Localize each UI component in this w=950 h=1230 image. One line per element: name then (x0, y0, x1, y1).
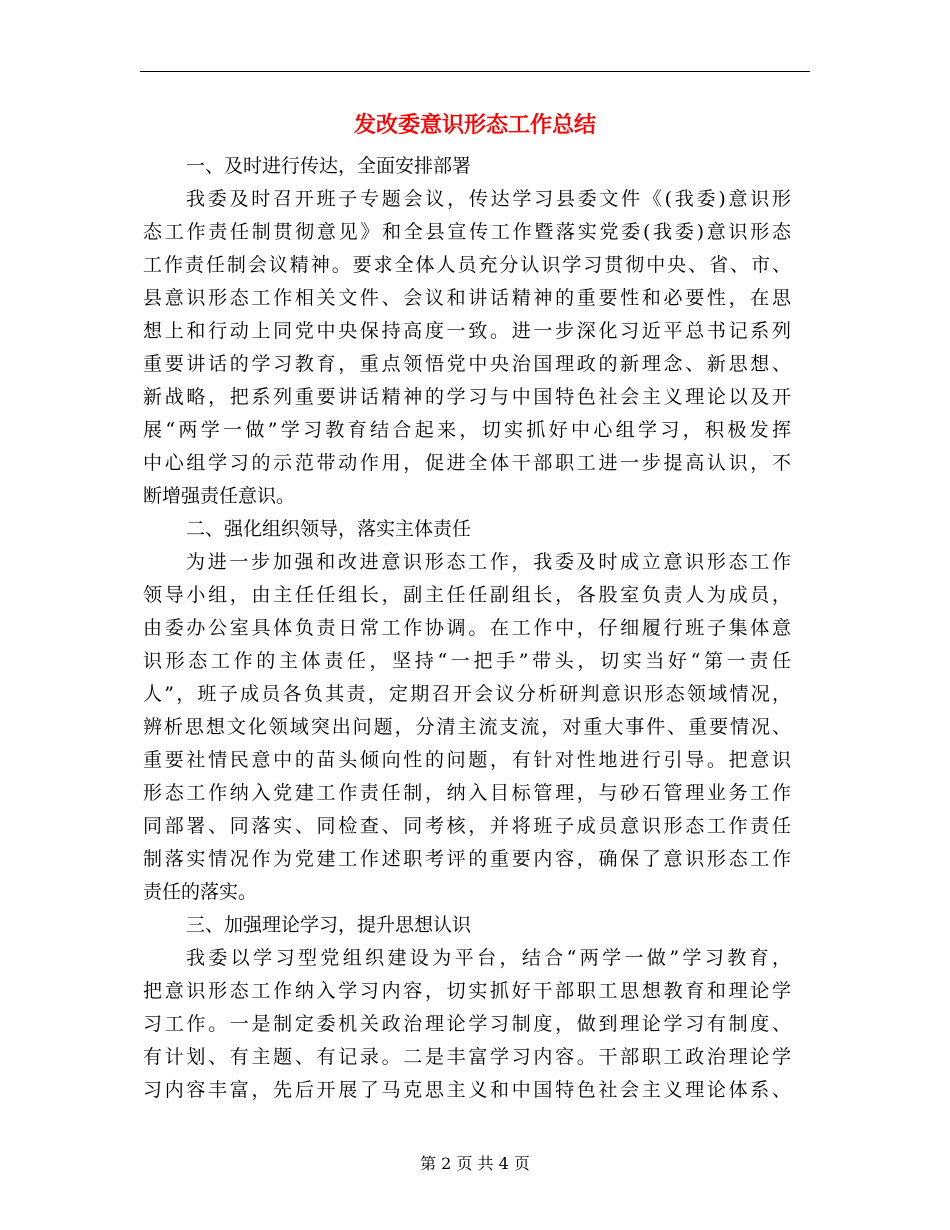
body-line: 识形态工作的主体责任，坚持“一把手”带头，切实当好“第一责任 (143, 650, 791, 672)
body-line: 新战略，把系列重要讲话精神的学习与中国特色社会主义理论以及开 (143, 386, 791, 408)
body-line: 为进一步加强和改进意识形态工作，我委及时成立意识形态工作 (186, 551, 791, 573)
body-line: 我委及时召开班子专题会议，传达学习县委文件《(我委)意识形 (186, 188, 791, 210)
body-line: 习工作。一是制定委机关政治理论学习制度，做到理论学习有制度、 (143, 1013, 791, 1035)
body-line: 同部署、同落实、同检查、同考核，并将班子成员意识形态工作责任 (143, 815, 791, 837)
section-heading-3: 三、加强理论学习，提升思想认识 (186, 914, 472, 936)
body-line: 人”，班子成员各负其责，定期召开会议分析研判意识形态领域情况， (143, 683, 791, 705)
body-line: 想上和行动上同党中央保持高度一致。进一步深化习近平总书记系列 (143, 320, 791, 342)
body-line: 由委办公室具体负责日常工作协调。在工作中，仔细履行班子集体意 (143, 617, 791, 639)
body-line: 形态工作纳入党建工作责任制，纳入目标管理，与砂石管理业务工作 (143, 782, 791, 804)
body-line: 重要社情民意中的苗头倾向性的问题，有针对性地进行引导。把意识 (143, 749, 791, 771)
section-heading-1: 一、及时进行传达，全面安排部署 (186, 155, 472, 177)
body-line: 我委以学习型党组织建设为平台，结合“两学一做”学习教育， (186, 947, 791, 969)
body-line: 责任的落实。 (143, 881, 258, 903)
body-line: 制落实情况作为党建工作述职考评的重要内容，确保了意识形态工作 (143, 848, 791, 870)
body-line: 展“两学一做”学习教育结合起来，切实抓好中心组学习，积极发挥 (143, 419, 791, 441)
body-line: 中心组学习的示范带动作用，促进全体干部职工进一步提高认识，不 (143, 452, 791, 474)
body-line: 断增强责任意识。 (143, 485, 296, 507)
body-line: 态工作责任制贯彻意见》和全县宣传工作暨落实党委(我委)意识形态 (143, 221, 791, 243)
body-line: 领导小组，由主任任组长，副主任任副组长，各股室负责人为成员， (143, 584, 791, 606)
body-line: 把意识形态工作纳入学习内容，切实抓好干部职工思想教育和理论学 (143, 980, 791, 1002)
page-number-footer: 第 2 页 共 4 页 (420, 1154, 530, 1173)
body-line: 县意识形态工作相关文件、会议和讲话精神的重要性和必要性，在思 (143, 287, 791, 309)
document-title: 发改委意识形态工作总结 (353, 112, 596, 138)
header-rule (140, 71, 810, 72)
body-line: 有计划、有主题、有记录。二是丰富学习内容。干部职工政治理论学 (143, 1046, 791, 1068)
body-line: 习内容丰富，先后开展了马克思主义和中国特色社会主义理论体系、 (143, 1079, 791, 1101)
body-line: 辨析思想文化领域突出问题，分清主流支流，对重大事件、重要情况、 (143, 716, 791, 738)
body-line: 工作责任制会议精神。要求全体人员充分认识学习贯彻中央、省、市、 (143, 254, 791, 276)
section-heading-2: 二、强化组织领导，落实主体责任 (186, 518, 472, 540)
body-line: 重要讲话的学习教育，重点领悟党中央治国理政的新理念、新思想、 (143, 353, 791, 375)
